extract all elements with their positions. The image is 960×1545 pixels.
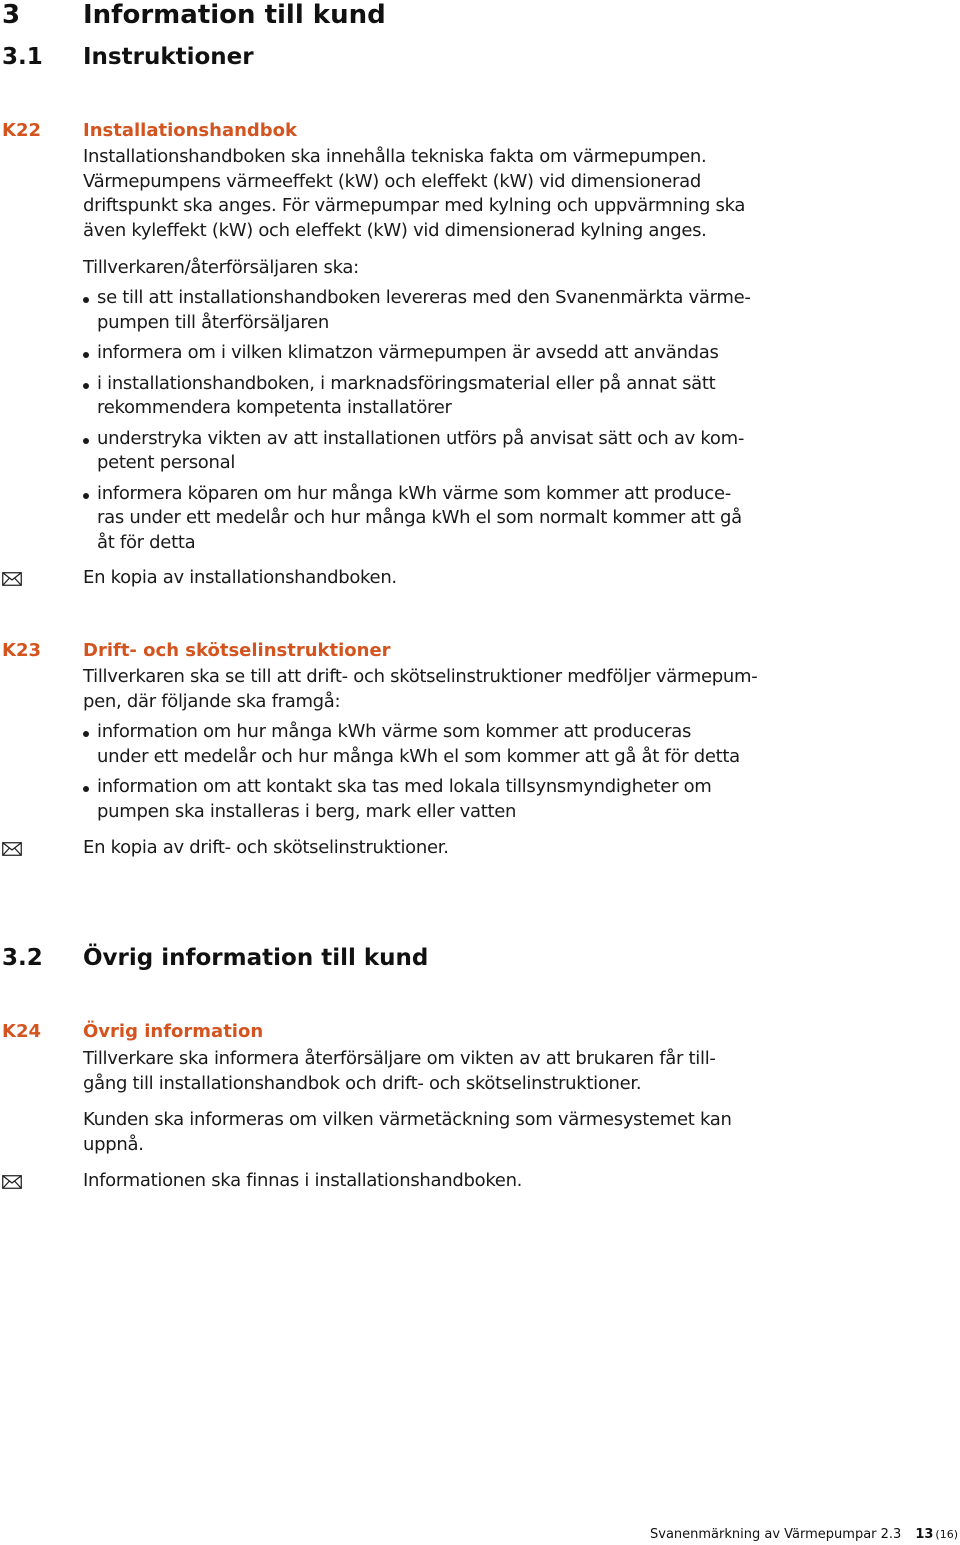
list-item <box>83 427 773 476</box>
section-heading-3-1 <box>2 44 254 70</box>
requirement-id-k23: K23 <box>2 640 41 661</box>
k22-lead <box>83 256 773 281</box>
text-line: Installationshandboken ska innehålla tekniska fakta om värmepumpen. <box>83 146 707 167</box>
text-line: under ett medelår och hur många kWh el som kommer att gå åt för detta <box>97 745 740 767</box>
k24-documentation <box>83 1169 773 1194</box>
text-line: pumpen till återförsäljaren <box>97 311 329 333</box>
requirement-id-k24: K24 <box>2 1021 41 1042</box>
section-title: Övrig information till kund <box>83 945 429 971</box>
text-line: understryka vikten av att installationen utförs på anvisat sätt och av kom- <box>97 427 745 449</box>
list-item <box>83 720 773 769</box>
text-line: pumpen ska installeras i berg, mark eller vatten <box>97 800 517 822</box>
text-line: petent personal <box>97 452 236 473</box>
list-item <box>83 341 773 366</box>
chapter-number: 3 <box>2 0 21 30</box>
requirement-title-k24: Övrig information <box>83 1021 264 1042</box>
section-number: 3.1 <box>2 44 43 70</box>
text-line: pen, där följande ska framgå: <box>83 690 341 712</box>
text-line: gång till installationshandbok och drift- och skötselinstruktioner. <box>83 1072 642 1094</box>
requirement-id-k22: K22 <box>2 120 41 141</box>
text-line: åt för detta <box>97 531 196 553</box>
k22-bullet-list <box>83 286 773 555</box>
requirement-title-k23: Drift- och skötselinstruktioner <box>83 640 391 661</box>
text-line: uppnå. <box>83 1133 144 1155</box>
text-line: En kopia av installationshandboken. <box>83 567 397 588</box>
text-line: rekommendera kompetenta installatörer <box>97 397 452 418</box>
k22-intro <box>83 145 773 243</box>
text-line: Informationen ska finnas i installationshandboken. <box>83 1170 523 1191</box>
list-item <box>83 286 773 335</box>
text-line: ras under ett medelår och hur många kWh el som normalt kommer att gå <box>97 507 742 528</box>
text-line: En kopia av drift- och skötselinstruktioner. <box>83 837 449 858</box>
list-item <box>83 372 773 421</box>
text-line: driftspunkt ska anges. För värmepumpar med kylning och uppvärmning ska <box>83 195 746 216</box>
page-footer <box>650 1527 958 1542</box>
text-line: Tillverkaren ska se till att drift- och skötselinstruktioner medföljer värmepum- <box>83 666 758 687</box>
envelope-icon <box>2 572 22 586</box>
document-name: Svanenmärkning av Värmepumpar 2.3 <box>650 1527 902 1542</box>
text-line: Värmepumpens värmeeffekt (kW) och eleffekt (kW) vid dimensionerad <box>83 170 702 192</box>
text-line: informera köparen om hur många kWh värme som kommer att produce- <box>97 482 731 504</box>
text-line: Tillverkaren/återförsäljaren ska: <box>83 257 359 278</box>
k24-paragraph-2 <box>83 1108 773 1157</box>
text-line: se till att installationshandboken levereras med den Svanenmärkta värme- <box>97 287 751 308</box>
k23-documentation <box>83 836 773 861</box>
list-item <box>83 482 773 556</box>
text-line: information om hur många kWh värme som kommer att produceras <box>97 721 692 742</box>
requirement-title-k22: Installationshandbok <box>83 120 298 141</box>
chapter-heading <box>2 0 386 30</box>
page-total: (16) <box>935 1528 958 1541</box>
k24-paragraph-1 <box>83 1047 773 1096</box>
envelope-icon <box>2 1175 22 1189</box>
section-title: Instruktioner <box>83 44 254 70</box>
section-number: 3.2 <box>2 945 43 971</box>
list-item <box>83 775 773 824</box>
text-line: även kyleffekt (kW) och eleffekt (kW) vid dimensionerad kylning anges. <box>83 219 707 241</box>
text-line: i installationshandboken, i marknadsföringsmaterial eller på annat sätt <box>97 372 716 394</box>
section-heading-3-2 <box>2 945 428 971</box>
text-line: Kunden ska informeras om vilken värmetäckning som värmesystemet kan <box>83 1109 732 1130</box>
chapter-title: Information till kund <box>83 0 386 30</box>
text-line: information om att kontakt ska tas med lokala tillsynsmyndigheter om <box>97 776 712 797</box>
page-number: 13 <box>915 1527 934 1542</box>
envelope-icon <box>2 842 22 856</box>
k23-intro <box>83 665 773 714</box>
k23-bullet-list <box>83 720 773 824</box>
text-line: Tillverkare ska informera återförsäljare om vikten av att brukaren får till- <box>83 1048 716 1069</box>
k22-documentation <box>83 566 773 591</box>
text-line: informera om i vilken klimatzon värmepumpen är avsedd att användas <box>97 342 719 363</box>
